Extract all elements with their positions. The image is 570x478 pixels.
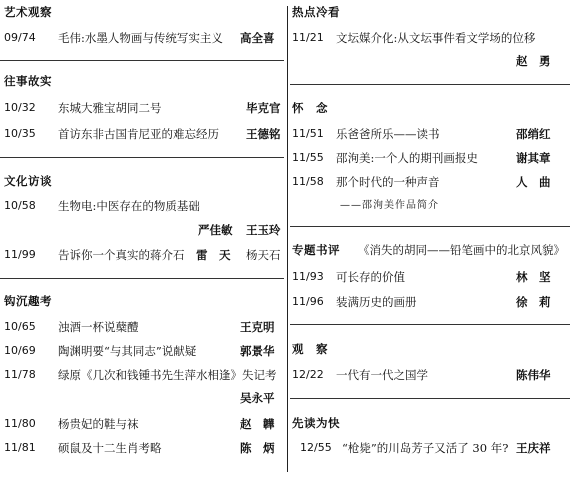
entry-author: 毕克官	[246, 101, 281, 115]
entry-title[interactable]: 生物电:中医存在的物质基础	[58, 199, 200, 213]
entry-title[interactable]: 浊酒一杯说蘖醴	[58, 320, 139, 334]
entry-number: 10/69	[4, 344, 36, 357]
section-title-book-review: 专题书评	[292, 243, 340, 257]
entry-author: 雷 天	[196, 248, 231, 262]
entry-number: 11/51	[292, 127, 324, 140]
entry-title[interactable]: 文坛媒介化:从文坛事件看文学场的位移	[336, 31, 536, 45]
entry-author: 吴永平	[240, 391, 275, 405]
entry-author: 王玉玲	[246, 223, 281, 237]
entry-number: 11/81	[4, 441, 36, 454]
entry-author: 严佳敏	[198, 223, 233, 237]
entry-author: 杨天石	[246, 248, 281, 262]
entry-number: 11/96	[292, 295, 324, 308]
entry-title[interactable]: 毛伟:水墨人物画与传统写实主义	[58, 31, 223, 45]
entry-number: 11/58	[292, 175, 324, 188]
entry-title[interactable]: 杨贵妃的鞋与袜	[58, 417, 139, 431]
entry-title[interactable]: 东城大雅宝胡同二号	[58, 101, 162, 115]
entry-author: 王庆祥	[516, 441, 551, 455]
entry-author: 赵 勇	[516, 54, 551, 68]
entry-author: 谢其章	[516, 151, 551, 165]
entry-author: 徐 莉	[516, 295, 551, 309]
section-separator	[0, 60, 284, 61]
entry-author: 王克明	[240, 320, 275, 334]
entry-title[interactable]: 乐爸爸所乐——读书	[336, 127, 440, 141]
entry-title[interactable]: 一代有一代之国学	[336, 368, 428, 382]
section-title-art-observation: 艺术观察	[4, 5, 52, 19]
entry-author: 高全喜	[240, 31, 275, 45]
section-title-past-events: 往事故实	[4, 74, 52, 88]
entry-number: 10/65	[4, 320, 36, 333]
entry-title[interactable]: 告诉你一个真实的蒋介石	[58, 248, 185, 262]
entry-number: 11/80	[4, 417, 36, 430]
entry-number: 11/93	[292, 270, 324, 283]
entry-number: 12/22	[292, 368, 324, 381]
entry-author: 陈伟华	[516, 368, 551, 382]
section-separator	[290, 324, 570, 325]
entry-title[interactable]: 邵洵美:一个人的期刊画报史	[336, 151, 478, 165]
entry-author: 人 曲	[516, 175, 551, 189]
column-divider	[287, 6, 288, 472]
entry-title[interactable]: 可长存的价值	[336, 270, 405, 284]
book-review-headline[interactable]: 《消失的胡同——铅笔画中的北京风貌》	[358, 243, 565, 257]
entry-title[interactable]: 首访东非古国肯尼亚的难忘经历	[58, 127, 219, 141]
entry-number: 10/58	[4, 199, 36, 212]
entry-title[interactable]: 那个时代的一种声音	[336, 175, 440, 189]
section-separator	[290, 398, 570, 399]
entry-number: 11/21	[292, 31, 324, 44]
entry-number: 12/55	[300, 441, 332, 454]
entry-author: 林 坚	[516, 270, 551, 284]
entry-subtitle: ——邵洵美作品简介	[340, 200, 439, 211]
section-title-hot-topics: 热点冷看	[292, 5, 340, 19]
section-separator	[0, 157, 284, 158]
entry-author: 陈 炳	[240, 441, 275, 455]
entry-title[interactable]: 装满历史的画册	[336, 295, 417, 309]
entry-number: 10/35	[4, 127, 36, 140]
section-title-observation: 观 察	[292, 342, 328, 356]
entry-title[interactable]: 绿原《几次和钱锺书先生萍水相逢》失记考	[58, 368, 277, 382]
section-separator	[0, 278, 284, 279]
section-title-cultural-interview: 文化访谈	[4, 174, 52, 188]
entry-number: 10/32	[4, 101, 36, 114]
entry-title[interactable]: “枪毙”的川岛芳子又活了 30 年?	[342, 441, 509, 455]
section-title-remembrance: 怀 念	[292, 101, 328, 115]
entry-author: 郭景华	[240, 344, 275, 358]
section-title-preview: 先读为快	[292, 416, 340, 430]
section-separator	[290, 84, 570, 85]
entry-title[interactable]: 陶渊明要“与其同志”说献疑	[58, 344, 197, 358]
entry-author: 赵 韡	[240, 417, 275, 431]
entry-number: 09/74	[4, 31, 36, 44]
entry-title[interactable]: 硕鼠及十二生肖考略	[58, 441, 162, 455]
entry-number: 11/78	[4, 368, 36, 381]
entry-author: 王德铭	[246, 127, 281, 141]
section-separator	[290, 226, 570, 227]
entry-number: 11/99	[4, 248, 36, 261]
entry-number: 11/55	[292, 151, 324, 164]
entry-author: 邵绡红	[516, 127, 551, 141]
section-title-research: 钩沉趣考	[4, 294, 52, 308]
